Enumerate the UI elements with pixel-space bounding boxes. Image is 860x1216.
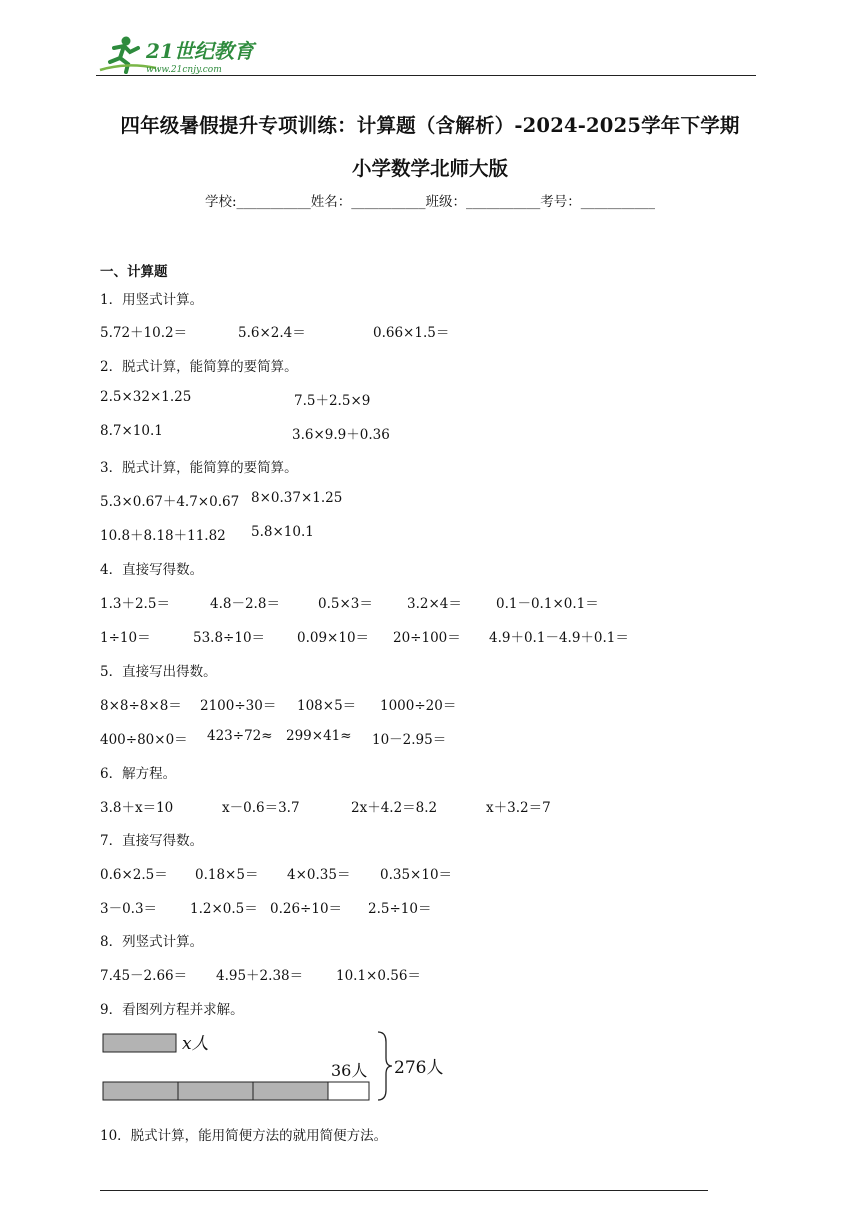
q4-items-row2 <box>100 626 800 646</box>
segment-bar <box>103 1082 178 1100</box>
segment-bar <box>178 1082 253 1100</box>
q5-items-row1 <box>100 694 800 714</box>
q8-item: 4.95＋2.38＝ <box>216 968 304 984</box>
q3-items-row1 <box>100 490 800 510</box>
q2-item: 2.5×32×1.25 <box>100 389 192 405</box>
q9-prompt: 9．看图列方程并求解。 <box>100 1002 244 1018</box>
header-divider <box>96 75 756 76</box>
q4-items-row1 <box>100 592 800 612</box>
logo-url: www.21cnjy.com <box>146 65 222 75</box>
q4-item: 0.5×3＝ <box>318 596 373 612</box>
q7-item: 2.5÷10＝ <box>368 901 432 917</box>
q2-items-row1 <box>100 389 800 409</box>
extra-label: 36人 <box>331 1061 368 1080</box>
q7-item: 0.35×10＝ <box>380 867 453 883</box>
q7-item: 4×0.35＝ <box>287 867 351 883</box>
q1-item: 5.72＋10.2＝ <box>100 325 188 341</box>
page-title: 四年级暑假提升专项训练：计算题（含解析）-2024-2025学年下学期 <box>120 114 740 137</box>
x-bar <box>103 1034 176 1052</box>
q7-prompt: 7．直接写得数。 <box>100 833 204 849</box>
page-subtitle: 小学数学北师大版 <box>351 157 508 180</box>
q3-item: 5.3×0.67＋4.7×0.67 <box>100 494 240 510</box>
q5-item: 10－2.95＝ <box>372 732 447 748</box>
q4-item: 20÷100＝ <box>393 630 461 646</box>
q10-prompt: 10．脱式计算，能用简便方法的就用简便方法。 <box>100 1128 388 1144</box>
q8-prompt: 8．列竖式计算。 <box>100 934 204 950</box>
q1-item: 0.66×1.5＝ <box>373 325 450 341</box>
q3-items-row2 <box>100 524 800 544</box>
q3-prompt: 3．脱式计算，能简算的要简算。 <box>100 460 298 476</box>
q4-item: 0.1－0.1×0.1＝ <box>496 596 599 612</box>
x-label: x人 <box>182 1034 209 1054</box>
q4-item: 4.8－2.8＝ <box>210 596 280 612</box>
q5-item: 423÷72≈ <box>207 728 273 744</box>
q2-item: 8.7×10.1 <box>100 423 163 439</box>
brace-icon <box>378 1032 392 1100</box>
q5-item: 108×5＝ <box>297 698 357 714</box>
q7-item: 0.6×2.5＝ <box>100 867 168 883</box>
q2-item: 7.5＋2.5×9 <box>294 393 371 409</box>
q6-item: x＋3.2＝7 <box>486 800 551 816</box>
total-label: 276人 <box>394 1058 444 1078</box>
q4-item: 53.8÷10＝ <box>193 630 266 646</box>
q2-items-row2 <box>100 423 800 443</box>
q6-items <box>100 796 800 816</box>
q7-item: 0.18×5＝ <box>195 867 259 883</box>
q6-prompt: 6．解方程。 <box>100 766 177 782</box>
q5-items-row2 <box>100 728 800 748</box>
q7-items-row1 <box>100 863 800 883</box>
q2-prompt: 2．脱式计算，能简算的要简算。 <box>100 359 298 375</box>
segment-bar <box>253 1082 328 1100</box>
q8-item: 7.45－2.66＝ <box>100 968 188 984</box>
logo-text: 21世纪教育 <box>146 39 254 63</box>
q3-item: 10.8＋8.18＋11.82 <box>100 528 226 544</box>
q5-item: 2100÷30＝ <box>200 698 277 714</box>
q7-item: 0.26÷10＝ <box>270 901 343 917</box>
q5-item: 299×41≈ <box>286 728 352 744</box>
q5-item: 1000÷20＝ <box>380 698 457 714</box>
q8-items <box>100 964 800 984</box>
q3-item: 8×0.37×1.25 <box>251 490 343 506</box>
q4-item: 3.2×4＝ <box>407 596 462 612</box>
q7-item: 1.2×0.5＝ <box>190 901 258 917</box>
q4-prompt: 4．直接写得数。 <box>100 562 204 578</box>
section-title: 一、计算题 <box>100 264 168 280</box>
q7-items-row2 <box>100 897 800 917</box>
q5-item: 400÷80×0＝ <box>100 732 188 748</box>
q4-item: 1.3＋2.5＝ <box>100 596 170 612</box>
q6-item: x－0.6＝3.7 <box>222 800 300 816</box>
q4-item: 1÷10＝ <box>100 630 151 646</box>
q3-item: 5.8×10.1 <box>251 524 314 540</box>
q4-item: 4.9＋0.1－4.9＋0.1＝ <box>489 630 629 646</box>
q5-item: 8×8÷8×8＝ <box>100 698 182 714</box>
q1-prompt: 1．用竖式计算。 <box>100 292 204 308</box>
q2-item: 3.6×9.9＋0.36 <box>292 427 390 443</box>
q1-item: 5.6×2.4＝ <box>238 325 306 341</box>
extra-bar <box>328 1082 369 1100</box>
q8-item: 10.1×0.56＝ <box>336 968 421 984</box>
q7-item: 3－0.3＝ <box>100 901 158 917</box>
q1-items <box>100 321 800 341</box>
footer-divider <box>100 1190 708 1191</box>
site-logo <box>96 32 266 78</box>
q9-bar-diagram <box>100 1028 460 1104</box>
student-info-line: 学校:___________姓名：___________班级：___________考号：___________ <box>204 194 656 210</box>
q6-item: 2x＋4.2＝8.2 <box>351 800 438 816</box>
q6-item: 3.8＋x＝10 <box>100 800 174 816</box>
q4-item: 0.09×10＝ <box>297 630 370 646</box>
q5-prompt: 5．直接写出得数。 <box>100 664 217 680</box>
